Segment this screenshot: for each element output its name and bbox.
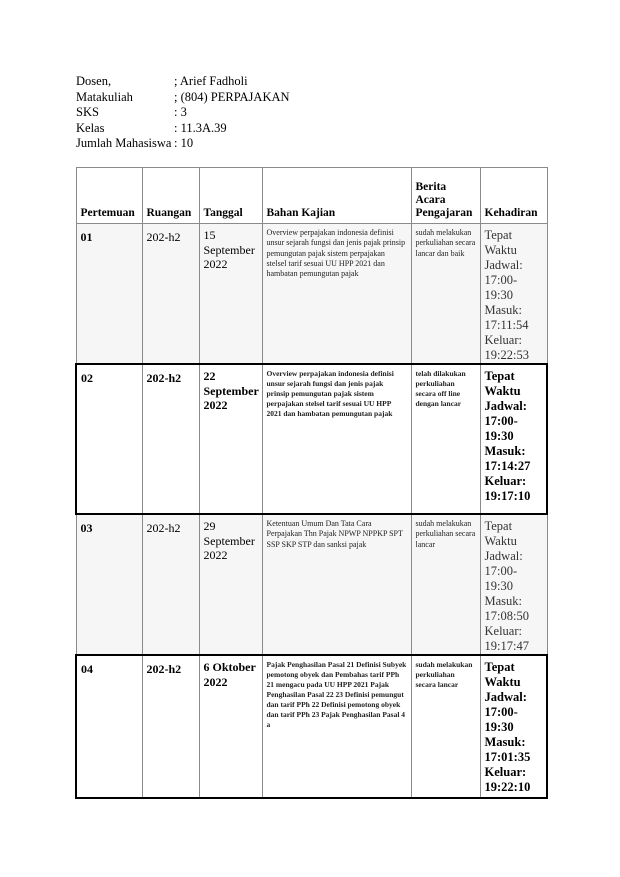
cell-ruangan: 202-h2 xyxy=(142,224,199,365)
header-row-kelas xyxy=(76,121,290,137)
cell-berita-acara: sudah melakukan perkuliahan secara lancar xyxy=(411,655,480,798)
table-row xyxy=(76,364,547,514)
kelas-label: Kelas xyxy=(76,120,105,135)
cell-ruangan: 202-h2 xyxy=(142,655,199,798)
dosen-value: ; Arief Fadholi xyxy=(174,74,248,88)
col-header-kehadiran: Kehadiran xyxy=(480,168,547,224)
cell-kehadiran: Tepat Waktu Jadwal: 17:00-19:30 Masuk: 17:08:50 Keluar: 19:17:47 xyxy=(480,514,547,655)
jumlah-mahasiswa-label: Jumlah Mahasiswa xyxy=(76,136,172,150)
cell-kehadiran: Tepat Waktu Jadwal: 17:00-19:30 Masuk: 17:11:54 Keluar: 19:22:53 xyxy=(480,224,547,365)
cell-bahan-kajian: Ketentuan Umum Dan Tata Cara Perpajakan Thn Pajak NPWP NPPKP SPT SSP SKP STP dan sanksi pajak xyxy=(262,514,411,655)
table-row xyxy=(76,655,547,798)
col-header-tanggal: Tanggal xyxy=(199,168,262,224)
cell-berita-acara: sudah melakukan perkuliahan secara lancar dan baik xyxy=(411,224,480,365)
sks-label: SKS xyxy=(76,105,99,119)
cell-bahan-kajian: Pajak Penghasilan Pasal 21 Definisi Subyek pemotong obyek dan Pembahas tarif PPh 21 mengacu pada UU HPP 2021 Pajak Penghasilan Pasal 22 23 Definisi pemungut dan tarif PPh 22 Definisi pemotong obyek dan tarif PPh 23 Pajak Penghasilan Pasal 4 a xyxy=(262,655,411,798)
cell-tanggal: 6 Oktober 2022 xyxy=(199,655,262,798)
table-row xyxy=(76,224,547,365)
cell-pertemuan: 03 xyxy=(76,514,142,655)
col-header-berita-acara: Berita Acara Pengajaran xyxy=(411,168,480,224)
cell-berita-acara: sudah melakukan perkuliahan secara lancar xyxy=(411,514,480,655)
cell-bahan-kajian: Overview perpajakan indonesia definisi unsur sejarah fungsi dan jenis pajak prinsip pemungutan pajak sistem perpajakan stelsel tarif sesuai UU HPP 2021 dan hambatan pemungutan pajak xyxy=(262,364,411,514)
cell-berita-acara: telah dilakukan perkuliahan secara off line dengan lancar xyxy=(411,364,480,514)
dosen-label: Dosen, xyxy=(76,74,112,88)
kelas-value: : 11.3A.39 xyxy=(174,120,227,135)
col-header-bahan-kajian: Bahan Kajian xyxy=(262,168,411,224)
jumlah-mahasiswa-value: : 10 xyxy=(174,136,194,150)
header-row-matakuliah xyxy=(76,90,290,106)
col-header-ruangan: Ruangan xyxy=(142,168,199,224)
matakuliah-value: ; (804) PERPAJAKAN xyxy=(174,89,290,104)
header-row-sks xyxy=(76,105,290,121)
cell-tanggal: 29 September 2022 xyxy=(199,514,262,655)
cell-pertemuan: 04 xyxy=(76,655,142,798)
cell-tanggal: 15 September 2022 xyxy=(199,224,262,365)
matakuliah-label: Matakuliah xyxy=(76,89,133,104)
table-row xyxy=(76,514,547,655)
attendance-table xyxy=(75,167,548,799)
cell-bahan-kajian: Overview perpajakan indonesia definisi unsur sejarah fungsi dan jenis pajak prinsip pemungutan pajak sistem perpajakan stelsel tarif sesuai UU HPP 2021 dan hambatan pemungutan pajak xyxy=(262,224,411,365)
cell-pertemuan: 01 xyxy=(76,224,142,365)
cell-kehadiran: Tepat Waktu Jadwal: 17:00-19:30 Masuk: 17:14:27 Keluar: 19:17:10 xyxy=(480,364,547,514)
header-row-jumlah xyxy=(76,136,290,152)
cell-ruangan: 202-h2 xyxy=(142,514,199,655)
cell-ruangan: 202-h2 xyxy=(142,364,199,514)
cell-kehadiran: Tepat Waktu Jadwal: 17:00-19:30 Masuk: 17:01:35 Keluar: 19:22:10 xyxy=(480,655,547,798)
col-header-pertemuan: Pertemuan xyxy=(76,168,142,224)
sks-value: : 3 xyxy=(174,105,187,119)
table-header-row xyxy=(76,168,547,224)
course-header xyxy=(76,74,290,152)
cell-pertemuan: 02 xyxy=(76,364,142,514)
header-row-dosen xyxy=(76,74,290,90)
cell-tanggal: 22 September 2022 xyxy=(199,364,262,514)
